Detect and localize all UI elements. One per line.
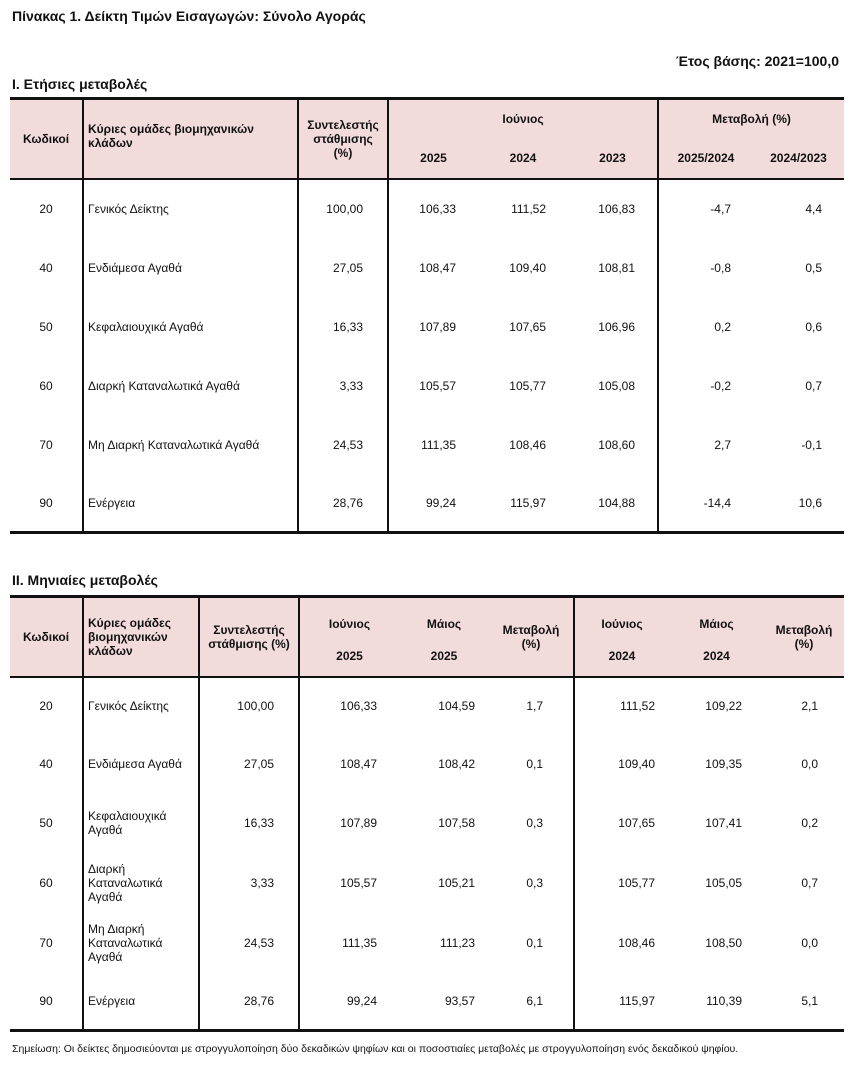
annual-changes-table [10, 97, 844, 534]
header-year-2025: 2025 [399, 637, 489, 677]
row-code: 20 [39, 699, 53, 713]
table-row [10, 735, 844, 793]
row-group-name: Κεφαλαιουχικά Αγαθά [83, 298, 298, 357]
table-row [10, 179, 844, 239]
header-year-2024: 2024 [574, 637, 669, 677]
row-value-2025: 111,35 [388, 416, 478, 475]
row-june-2025: 99,24 [299, 973, 399, 1031]
row-june-2024: 105,77 [574, 853, 669, 913]
header-may-2024: Μάιος [669, 597, 764, 637]
row-group-name: Κεφαλαιουχικά Αγαθά [83, 793, 199, 853]
header-code: Κωδικοί [10, 99, 83, 179]
row-code: 50 [39, 320, 53, 334]
table-row [10, 239, 844, 298]
row-change-2025: 0,3 [526, 815, 543, 830]
row-change-2024: 2,1 [801, 699, 818, 713]
row-may-2024: 108,50 [705, 935, 742, 950]
row-value-2024: 108,46 [509, 438, 546, 452]
row-code: 20 [10, 179, 83, 239]
row-change-1: 0,2 [658, 298, 753, 357]
row-change-1: -4,7 [658, 179, 753, 239]
row-may-2024: 107,41 [705, 815, 742, 830]
table-row [10, 973, 844, 1031]
row-group-name: Ενέργεια [83, 973, 199, 1031]
row-value-2023: 106,83 [568, 179, 658, 239]
row-value-2023: 105,08 [598, 379, 635, 393]
row-weight: 28,76 [199, 973, 299, 1031]
row-change-1: -0,8 [658, 239, 753, 298]
row-code: 70 [39, 935, 53, 950]
table-row [10, 475, 844, 533]
row-change-2025: 0,1 [526, 756, 543, 771]
header-year-2024: 2024 [669, 637, 764, 677]
header-group: Κύριες ομάδες βιομηχανικών κλάδων [83, 99, 298, 179]
header-weight: Συντελεστής στάθμισης (%) [298, 99, 388, 179]
row-code: 90 [10, 973, 83, 1031]
row-june-2024: 108,46 [574, 913, 669, 973]
row-june-2025: 108,47 [299, 735, 399, 793]
section-monthly-heading: ΙΙ. Μηνιαίες μεταβολές [12, 572, 158, 588]
header-group: Κύριες ομάδες βιομηχανικών κλάδων [83, 597, 199, 677]
row-change-2024: 0,2 [801, 815, 818, 830]
table-row [10, 853, 844, 913]
header-year-2023: 2023 [568, 139, 658, 179]
row-group-name: Μη Διαρκή Καταναλωτικά Αγαθά [83, 416, 298, 475]
row-may-2025: 111,23 [440, 935, 475, 950]
row-june-2025: 107,89 [299, 793, 399, 853]
row-value-2025: 107,89 [388, 298, 478, 357]
row-value-2025: 99,24 [388, 475, 478, 533]
row-june-2025: 106,33 [299, 677, 399, 735]
table-row [10, 913, 844, 973]
row-group-name: Ενδιάμεσα Αγαθά [83, 239, 298, 298]
row-may-2025: 105,21 [438, 875, 475, 890]
monthly-changes-table [10, 595, 844, 1032]
row-change-2025: 6,1 [489, 973, 574, 1031]
row-value-2024: 109,40 [509, 261, 546, 275]
header-may-2025: Μάιος [399, 597, 489, 637]
row-value-2023: 104,88 [568, 475, 658, 533]
row-change-2024: 0,7 [801, 875, 818, 890]
row-group-name: Γενικός Δείκτης [83, 179, 298, 239]
row-change-2024: 0,0 [801, 935, 818, 950]
row-change-2: 0,6 [805, 320, 822, 334]
row-june-2025: 105,57 [299, 853, 399, 913]
row-june-2024: 109,40 [574, 735, 669, 793]
row-value-2025: 105,57 [388, 357, 478, 416]
header-june-2024: Ιούνιος [574, 597, 669, 637]
row-value-2024: 105,77 [509, 379, 546, 393]
row-weight: 24,53 [199, 913, 299, 973]
row-value-2024: 107,65 [509, 320, 546, 334]
row-group-name: Ενδιάμεσα Αγαθά [83, 735, 199, 793]
row-may-2024: 109,22 [705, 699, 742, 713]
row-weight: 27,05 [199, 735, 299, 793]
row-change-2: 4,4 [753, 179, 844, 239]
row-group-name: Ενέργεια [83, 475, 298, 533]
base-year-label: Έτος βάσης: 2021=100,0 [676, 53, 839, 69]
header-year-2025: 2025 [388, 139, 478, 179]
row-value-2024: 111,52 [478, 179, 568, 239]
table-row [10, 298, 844, 357]
row-change-1: 2,7 [658, 416, 753, 475]
row-change-2024: 0,0 [801, 756, 818, 771]
row-change-2025: 1,7 [526, 699, 543, 713]
row-value-2024: 115,97 [478, 475, 568, 533]
row-may-2025: 93,57 [399, 973, 489, 1031]
row-weight: 3,33 [199, 853, 299, 913]
row-code: 50 [39, 815, 53, 830]
row-code: 70 [39, 438, 53, 452]
row-change-1: -0,2 [658, 357, 753, 416]
header-year-2024: 2024 [478, 139, 568, 179]
row-value-2023: 106,96 [598, 320, 635, 334]
table-row [10, 416, 844, 475]
row-change-2: 0,5 [805, 261, 822, 275]
row-change-2025: 0,3 [526, 875, 543, 890]
row-value-2025: 106,33 [388, 179, 478, 239]
header-june: Ιούνιος [388, 99, 658, 139]
row-group-name: Διαρκή Καταναλωτικά Αγαθά [83, 357, 298, 416]
footnote: Σημείωση: Οι δείκτες δημοσιεύονται με στρογγυλοποίηση δύο δεκαδικών ψηφίων και οι ποσοστιαίες μεταβολές με στρογγυλοποίηση ενός δεκαδικού ψηφίου. [12, 1043, 739, 1055]
row-change-2024: 5,1 [764, 973, 844, 1031]
table-row [10, 357, 844, 416]
header-change-2025: Μεταβολή (%) [489, 597, 574, 677]
row-code: 60 [39, 875, 53, 890]
row-may-2025: 107,58 [438, 815, 475, 830]
row-value-2025: 108,47 [388, 239, 478, 298]
row-change-2: -0,1 [801, 438, 822, 452]
row-group-name: Γενικός Δείκτης [83, 677, 199, 735]
header-year-2025: 2025 [299, 637, 399, 677]
row-change-2025: 0,1 [526, 935, 543, 950]
row-value-2023: 108,60 [598, 438, 635, 452]
row-weight: 3,33 [298, 357, 388, 416]
row-may-2024: 105,05 [705, 875, 742, 890]
row-code: 60 [39, 379, 53, 393]
row-group-name: Μη Διαρκή Καταναλωτικά Αγαθά [83, 913, 199, 973]
row-june-2024: 107,65 [574, 793, 669, 853]
header-weight: Συντελεστής στάθμισης (%) [199, 597, 299, 677]
table-row [10, 677, 844, 735]
row-value-2023: 108,81 [598, 261, 635, 275]
row-weight: 28,76 [298, 475, 388, 533]
row-june-2025: 111,35 [299, 913, 399, 973]
row-june-2024: 111,52 [574, 677, 669, 735]
row-weight: 16,33 [298, 298, 388, 357]
page-title: Πίνακας 1. Δείκτη Τιμών Εισαγωγών: Σύνολο Αγοράς [12, 8, 366, 24]
table-row [10, 793, 844, 853]
row-may-2025: 104,59 [438, 699, 475, 713]
row-code: 90 [10, 475, 83, 533]
header-change-2024-2023: 2024/2023 [753, 139, 844, 179]
row-weight: 27,05 [298, 239, 388, 298]
row-may-2024: 110,39 [669, 973, 764, 1031]
row-weight: 100,00 [298, 179, 388, 239]
row-change-2: 0,7 [805, 379, 822, 393]
header-june-2025: Ιούνιος [299, 597, 399, 637]
row-code: 40 [39, 261, 53, 275]
row-code: 40 [39, 756, 53, 771]
row-may-2025: 108,42 [438, 756, 475, 771]
row-change-2: 10,6 [753, 475, 844, 533]
header-change: Μεταβολή (%) [658, 99, 844, 139]
header-change-2024: Μεταβολή (%) [764, 597, 844, 677]
row-weight: 100,00 [199, 677, 299, 735]
row-may-2024: 109,35 [705, 756, 742, 771]
row-june-2024: 115,97 [574, 973, 669, 1031]
row-weight: 24,53 [298, 416, 388, 475]
row-group-name: Διαρκή Καταναλωτικά Αγαθά [83, 853, 199, 913]
header-change-2025-2024: 2025/2024 [658, 139, 753, 179]
section-annual-heading: Ι. Ετήσιες μεταβολές [12, 76, 148, 92]
header-code: Κωδικοί [10, 597, 83, 677]
row-weight: 16,33 [199, 793, 299, 853]
row-change-1: -14,4 [658, 475, 753, 533]
